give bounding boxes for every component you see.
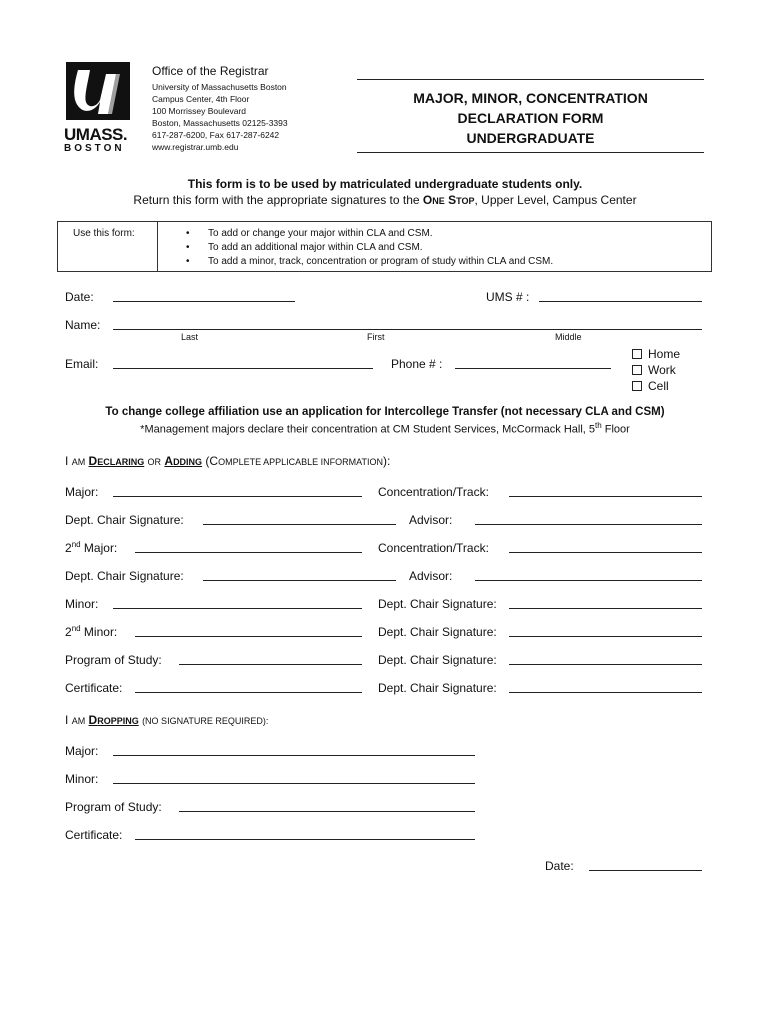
drop-program-field[interactable] xyxy=(179,811,475,812)
office-line-3: 100 Morrissey Boulevard xyxy=(152,106,247,116)
home-checkbox[interactable] xyxy=(632,349,642,359)
one-stop-o: O xyxy=(422,193,433,207)
one-stop-ne: NE xyxy=(432,196,445,206)
phone-work-option[interactable]: Work xyxy=(632,362,680,378)
use-form-label: Use this form: xyxy=(73,228,135,239)
office-line-5: 617-287-6200, Fax 617-287-6242 xyxy=(152,130,280,140)
office-line-1: University of Massachusetts Boston xyxy=(152,82,287,92)
work-checkbox[interactable] xyxy=(632,365,642,375)
email-label: Email: xyxy=(65,357,99,371)
second-major-label: 2nd Major: xyxy=(65,540,118,555)
drop-date-field[interactable] xyxy=(589,870,702,871)
use-form-item: • To add a minor, track, concentration or program of study within CLA and CSM. xyxy=(186,256,554,267)
second-advisor-label: Advisor: xyxy=(409,569,453,583)
form-title-line-2: DECLARATION FORM xyxy=(457,110,604,126)
logo-boston-text: BOSTON xyxy=(64,143,125,154)
program-label: Program of Study: xyxy=(65,653,162,667)
name-first-caption: First xyxy=(367,332,385,342)
advisor-label: Advisor: xyxy=(409,513,453,527)
program-chair-label: Dept. Chair Signature: xyxy=(378,653,497,667)
certificate-label: Certificate: xyxy=(65,681,123,695)
drop-major-field[interactable] xyxy=(113,755,475,756)
concentration-field[interactable] xyxy=(509,496,702,497)
return-suffix: , Upper Level, Campus Center xyxy=(474,193,637,207)
office-line-4: Boston, Massachusetts 02125-3393 xyxy=(152,118,288,128)
major-field[interactable] xyxy=(113,496,362,497)
drop-certificate-field[interactable] xyxy=(135,839,475,840)
office-line-6: www.registrar.umb.edu xyxy=(152,142,239,152)
umass-boston-logo xyxy=(64,62,139,154)
office-line-2: Campus Center, 4th Floor xyxy=(152,94,250,104)
second-concentration-field[interactable] xyxy=(509,552,702,553)
phone-field[interactable] xyxy=(455,368,611,369)
form-title-line-1: MAJOR, MINOR, CONCENTRATION xyxy=(413,90,648,106)
drop-certificate-label: Certificate: xyxy=(65,828,123,842)
drop-minor-field[interactable] xyxy=(113,783,475,784)
certificate-chair-label: Dept. Chair Signature: xyxy=(378,681,497,695)
certificate-chair-field[interactable] xyxy=(509,692,702,693)
minor-field[interactable] xyxy=(113,608,362,609)
second-minor-chair-field[interactable] xyxy=(509,636,702,637)
second-concentration-label: Concentration/Track: xyxy=(378,541,489,555)
use-form-item: • To add an additional major within CLA and CSM. xyxy=(186,242,423,253)
declaring-heading: I AM DECLARING OR ADDING (COMPLETE APPLICABLE INFORMATION): xyxy=(65,454,391,468)
return-instructions xyxy=(0,193,770,207)
major-label: Major: xyxy=(65,485,99,499)
certificate-field[interactable] xyxy=(135,692,362,693)
ums-field[interactable] xyxy=(539,301,702,302)
cell-checkbox[interactable] xyxy=(632,381,642,391)
form-title xyxy=(357,88,704,148)
use-form-label-cell xyxy=(58,222,158,271)
second-major-field[interactable] xyxy=(135,552,362,553)
second-dept-chair-field[interactable] xyxy=(203,580,396,581)
advisor-field[interactable] xyxy=(475,524,702,525)
second-minor-field[interactable] xyxy=(135,636,362,637)
use-form-box xyxy=(57,221,712,272)
phone-cell-option[interactable]: Cell xyxy=(632,378,680,394)
program-chair-field[interactable] xyxy=(509,664,702,665)
name-field[interactable] xyxy=(113,329,702,330)
use-form-list xyxy=(186,227,553,269)
second-minor-label: 2nd Minor: xyxy=(65,624,118,639)
minor-chair-field[interactable] xyxy=(509,608,702,609)
minor-label: Minor: xyxy=(65,597,99,611)
one-stop-s: S xyxy=(448,193,457,207)
second-advisor-field[interactable] xyxy=(475,580,702,581)
date-label: Date: xyxy=(65,290,94,304)
name-last-caption: Last xyxy=(181,332,199,342)
dropping-heading: I AM DROPPING (NO SIGNATURE REQUIRED): xyxy=(65,713,269,727)
drop-program-label: Program of Study: xyxy=(65,800,162,814)
email-field[interactable] xyxy=(113,368,373,369)
logo-umass-text: UMASS. xyxy=(64,125,128,144)
eligibility-notice: This form is to be used by matriculated undergraduate students only. xyxy=(187,177,583,191)
return-prefix: Return this form with the appropriate signatures to the xyxy=(133,193,420,207)
use-form-item: • To add or change your major within CLA and CSM. xyxy=(186,228,433,239)
phone-type-options xyxy=(632,346,680,394)
drop-date-label: Date: xyxy=(545,859,574,873)
name-middle-caption: Middle xyxy=(555,332,582,342)
title-top-rule xyxy=(357,79,704,80)
dept-chair-field[interactable] xyxy=(203,524,396,525)
phone-home-option[interactable]: Home xyxy=(632,346,680,362)
dept-chair-label: Dept. Chair Signature: xyxy=(65,513,184,527)
name-label: Name: xyxy=(65,318,101,332)
title-bottom-rule xyxy=(357,152,704,153)
minor-chair-label: Dept. Chair Signature: xyxy=(378,597,497,611)
date-field[interactable] xyxy=(113,301,295,302)
transfer-notice: To change college affiliation use an application for Intercollege Transfer (not necessary CLA and CSM) xyxy=(105,406,665,418)
drop-major-label: Major: xyxy=(65,744,99,758)
umass-u-emblem xyxy=(64,62,139,124)
program-field[interactable] xyxy=(179,664,362,665)
second-dept-chair-label: Dept. Chair Signature: xyxy=(65,569,184,583)
ums-label: UMS # : xyxy=(486,290,530,304)
drop-minor-label: Minor: xyxy=(65,772,99,786)
concentration-label: Concentration/Track: xyxy=(378,485,489,499)
one-stop-top: TOP xyxy=(456,196,475,206)
second-minor-chair-label: Dept. Chair Signature: xyxy=(378,625,497,639)
office-name: Office of the Registrar xyxy=(152,64,269,78)
form-title-line-3: UNDERGRADUATE xyxy=(466,130,595,146)
office-info xyxy=(152,64,288,153)
management-note: *Management majors declare their concentration at CM Student Services, McCormack Hall, 5th Floor xyxy=(140,421,630,436)
phone-label: Phone # : xyxy=(391,357,443,371)
